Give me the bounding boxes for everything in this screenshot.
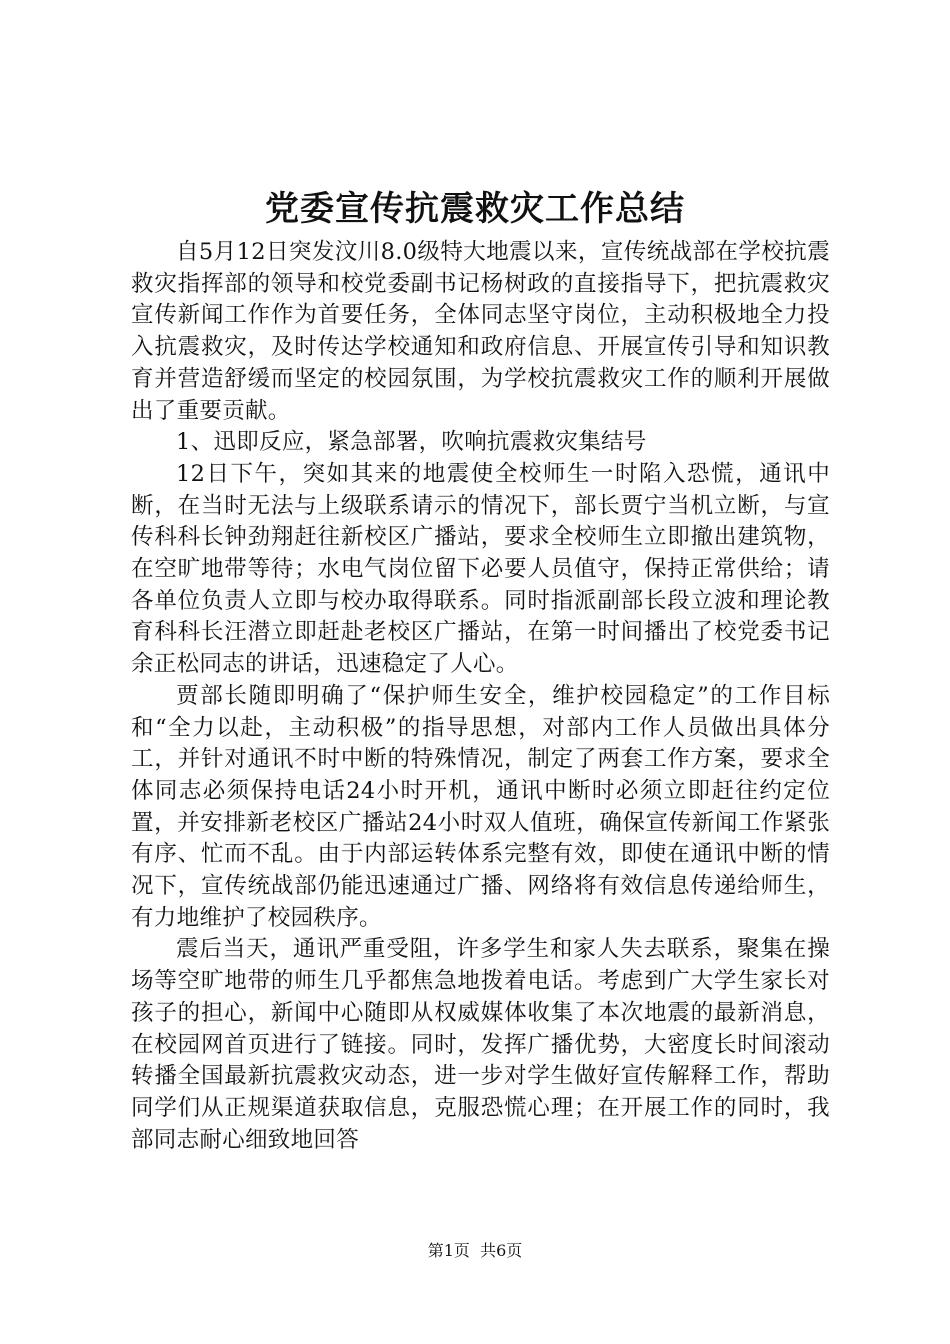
paragraph-after-quake: 震后当天，通讯严重受阻，许多学生和家人失去联系，聚集在操场等空旷地带的师生几乎都焦急地拨着电话。考虑到广大学生家长对孩子的担心，新闻中心随即从权威媒体收集了本次地震的最新消息，在校园网首页进行了链接。同时，发挥广播优势，大密度长时间滚动转播全国最新抗震救灾动态，进一步对学生做好宣传解释工作，帮助同学们从正规渠道获取信息，克服恐慌心理；在开展工作的同时，我部同志耐心细致地回答	[131, 936, 830, 1153]
paragraph-work-plan: 贾部长随即明确了“保护师生安全，维护校园稳定”的工作目标和“全力以赴，主动积极”的指导思想，对部内工作人员做出具体分工，并针对通讯不时中断的特殊情况，制定了两套工作方案，要求全体同志必须保持电话24小时开机，通讯中断时必须立即赶往约定位置，并安排新老校区广播站24小时双人值班，确保宣传新闻工作紧张有序、忙而不乱。由于内部运转体系完整有效，即使在通讯中断的情况下，宣传统战部仍能迅速通过广播、网络将有效信息传递给师生，有力地维护了校园秩序。	[131, 682, 830, 931]
page-number: 第1页	[427, 1241, 470, 1260]
document-title: 党委宣传抗震救灾工作总结	[265, 189, 685, 229]
section-heading-1: 1、迅即反应，紧急部署，吹响抗震救灾集结号	[176, 429, 647, 456]
page-total: 共6页	[480, 1241, 523, 1260]
paragraph-intro: 自5月12日突发汶川8.0级特大地震以来，宣传统战部在学校抗震救灾指挥部的领导和校党委副书记杨树政的直接指导下，把抗震救灾宣传新闻工作作为首要任务，全体同志坚守岗位，主动积极地全力投入抗震救灾，及时传达学校通知和政府信息、开展宣传引导和知识教育并营造舒缓而坚定的校园氛围，为学校抗震救灾工作的顺利开展做出了重要贡献。	[131, 239, 830, 424]
paragraph-quake-afternoon: 12日下午，突如其来的地震使全校师生一时陷入恐慌，通讯中断，在当时无法与上级联系请示的情况下，部长贾宁当机立断，与宣传科科长钟劲翔赶往新校区广播站，要求全校师生立即撤出建筑物，在空旷地带等待；水电气岗位留下必要人员值守，保持正常供给；请各单位负责人立即与校办取得联系。同时指派副部长段立波和理论教育科科长汪潜立即赶赴老校区广播站，在第一时间播出了校党委书记余正松同志的讲话，迅速稳定了人心。	[131, 460, 830, 678]
page-footer	[0, 1240, 950, 1262]
document-body	[131, 237, 830, 1156]
